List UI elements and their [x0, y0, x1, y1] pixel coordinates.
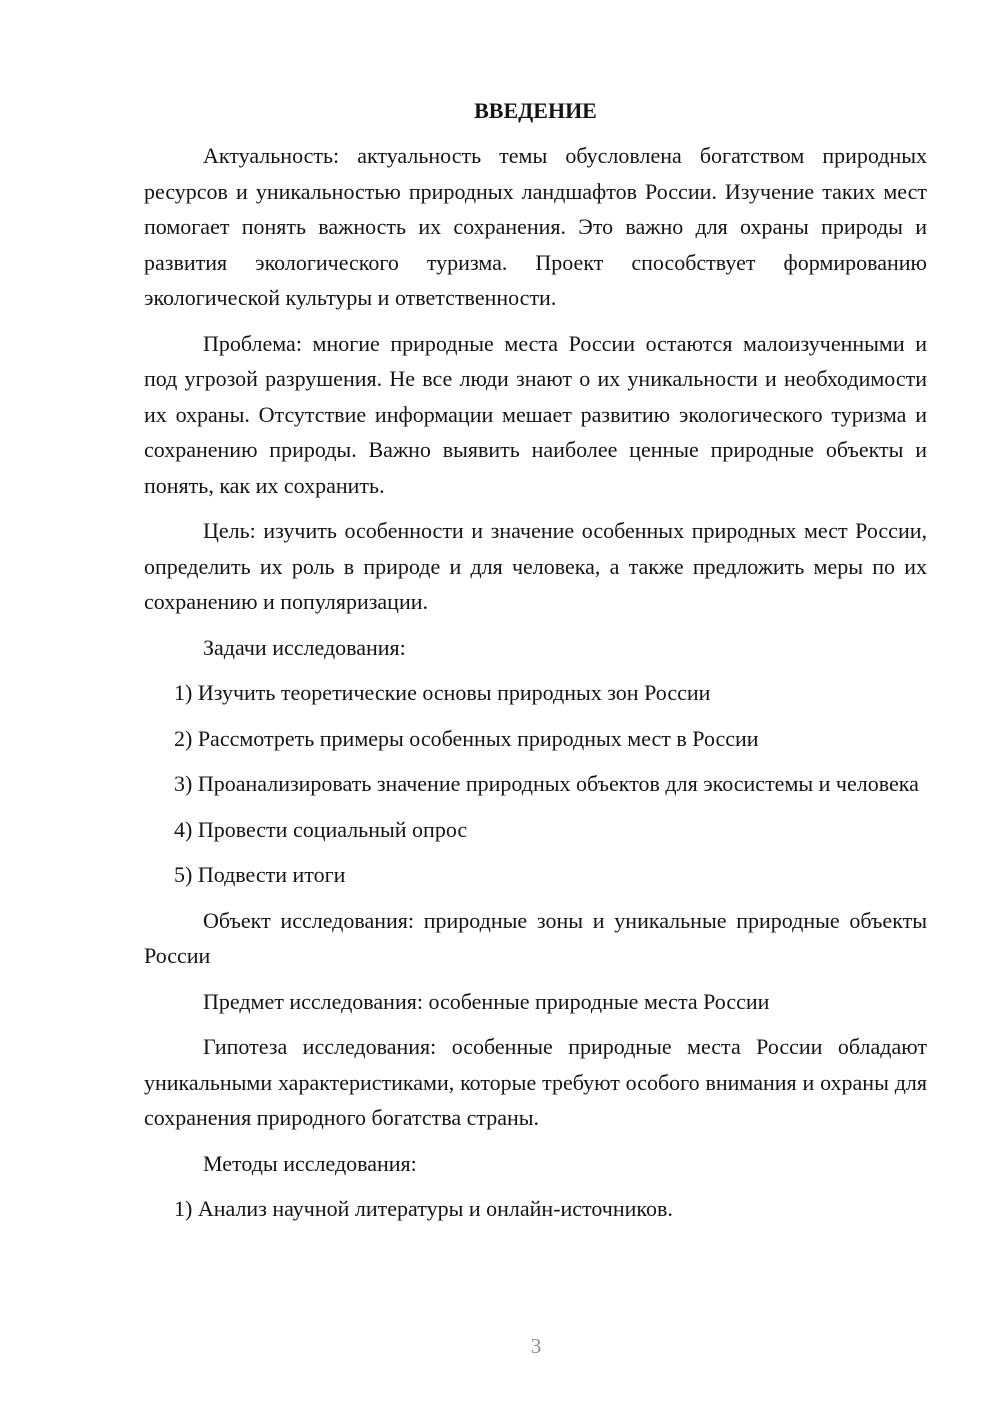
methods-title: Методы исследования: — [203, 1150, 417, 1176]
task-item-2: 2) Рассмотреть примеры особенных природных мест в России — [174, 725, 759, 751]
relevance-paragraph: Актуальность: актуальность темы обусловлена богатством природных ресурсов и уникальностью природных ландшафтов России. Изучение таких мест помогает понять важность их сохранения. Это важно для охраны природы и развития экологического туризма. Проект способствует формированию экологической культуры и ответственности. — [144, 143, 927, 310]
task-item-3: 3) Проанализировать значение природных объектов для экосистемы и человека — [174, 771, 919, 796]
task-item-1: 1) Изучить теоретические основы природных зон России — [174, 680, 711, 705]
page-content — [144, 94, 927, 1227]
goal-paragraph: Цель: изучить особенности и значение особенных природных мест России, определить их роль в природе и для человека, а также предложить меры по их сохранению и популяризации. — [144, 518, 927, 614]
page-number: 3 — [530, 1334, 542, 1358]
hypothesis-paragraph: Гипотеза исследования: особенные природные места России обладают уникальными характеристиками, которые требуют особого внимания и охраны для сохранения природного богатства страны. — [144, 1034, 927, 1130]
problem-paragraph: Проблема: многие природные места России остаются малоизученными и под угрозой разрушения. Не все люди знают о их уникальности и необходимости их охраны. Отсутствие информации мешает развитию экологического туризма и сохранению природы. Важно выявить наиболее ценные природные объекты и понять, как их сохранить. — [144, 330, 927, 498]
task-item-4: 4) Провести социальный опрос — [174, 816, 468, 842]
section-heading: ВВЕДЕНИЕ — [474, 98, 597, 123]
tasks-title: Задачи исследования: — [203, 634, 406, 660]
subject-paragraph: Предмет исследования: особенные природные места России — [203, 988, 770, 1014]
task-item-5: 5) Подвести итоги — [174, 862, 346, 887]
method-item-1: 1) Анализ научной литературы и онлайн-источников. — [174, 1196, 673, 1221]
object-paragraph: Объект исследования: природные зоны и уникальные природные объекты России — [144, 907, 927, 968]
